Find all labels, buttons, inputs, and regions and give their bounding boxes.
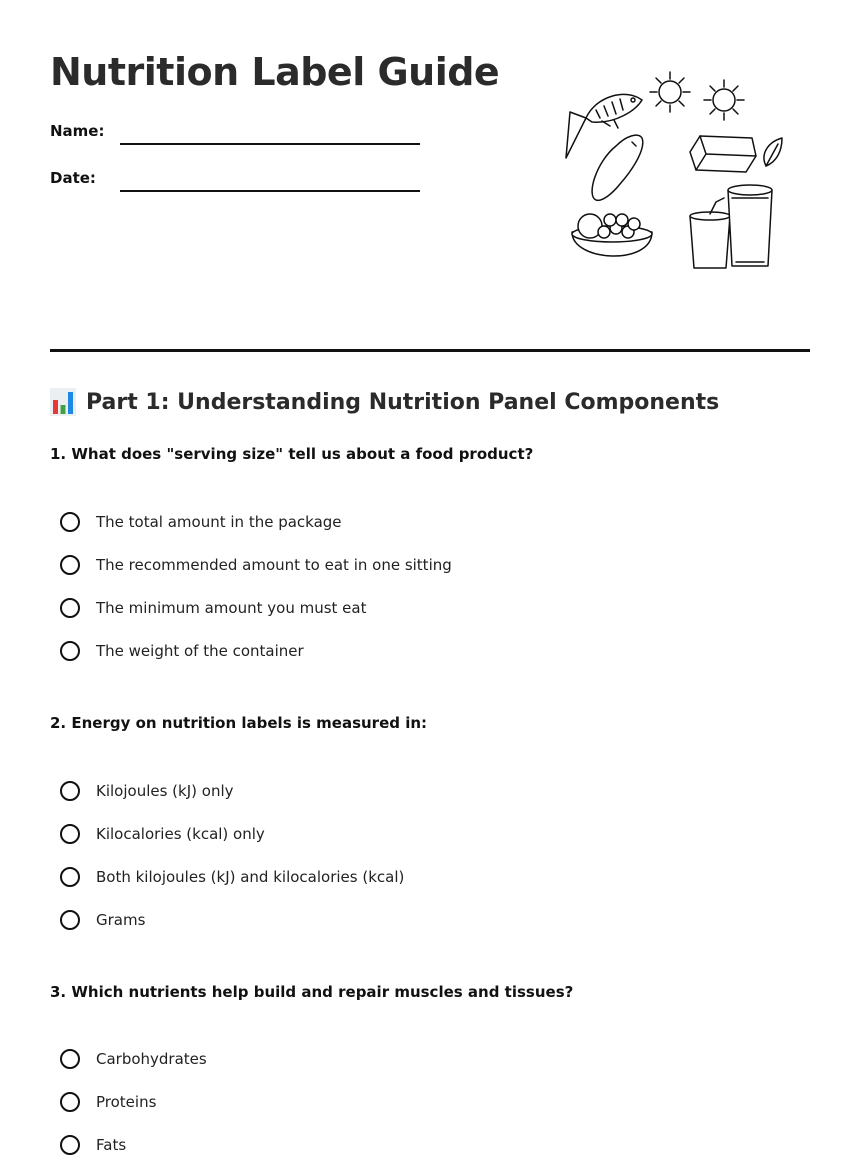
option-q3-c[interactable] [60, 1132, 126, 1158]
radio-button[interactable] [60, 1092, 80, 1112]
bowl-icon [572, 214, 652, 256]
sun-icon [704, 80, 744, 120]
radio-button[interactable] [60, 867, 80, 887]
option-label: Kilojoules (kJ) only [96, 782, 234, 800]
option-label: Kilocalories (kcal) only [96, 825, 265, 843]
radio-button[interactable] [60, 641, 80, 661]
radio-button[interactable] [60, 824, 80, 844]
radio-button[interactable] [60, 555, 80, 575]
question-3: 3. Which nutrients help build and repair muscles and tissues? [50, 983, 574, 1001]
food-illustration [556, 66, 796, 280]
option-q2-c[interactable] [60, 864, 404, 890]
page-title: Nutrition Label Guide [50, 50, 500, 94]
radio-button[interactable] [60, 781, 80, 801]
date-label: Date: [50, 169, 96, 187]
question-2: 2. Energy on nutrition labels is measured in: [50, 714, 428, 732]
section-title: Part 1: Understanding Nutrition Panel Components [86, 389, 720, 415]
option-label: Fats [96, 1136, 127, 1154]
option-q1-c[interactable] [60, 595, 366, 621]
radio-button[interactable] [60, 910, 80, 930]
option-label: Grams [96, 911, 146, 929]
question-1: 1. What does "serving size" tell us about a food product? [50, 445, 534, 463]
radio-button[interactable] [60, 512, 80, 532]
section-divider [50, 349, 810, 352]
option-q3-b[interactable] [60, 1089, 156, 1115]
radio-button[interactable] [60, 1135, 80, 1155]
option-label: The total amount in the package [96, 513, 342, 531]
glass-icon [690, 198, 730, 268]
option-q3-a[interactable] [60, 1046, 207, 1072]
glass-icon [728, 185, 772, 266]
option-label: The minimum amount you must eat [96, 599, 367, 617]
name-label: Name: [50, 122, 105, 140]
radio-button[interactable] [60, 1049, 80, 1069]
bread-icon [690, 136, 756, 172]
option-q1-d[interactable] [60, 638, 304, 664]
cucumber-icon [592, 135, 643, 200]
name-line[interactable] [120, 143, 420, 145]
option-q1-a[interactable] [60, 509, 342, 535]
option-label: Both kilojoules (kJ) and kilocalories (kcal) [96, 868, 405, 886]
radio-button[interactable] [60, 598, 80, 618]
option-label: Carbohydrates [96, 1050, 207, 1068]
option-label: The recommended amount to eat in one sitting [96, 556, 452, 574]
sun-icon [650, 72, 690, 112]
option-label: The weight of the container [96, 642, 304, 660]
option-q1-b[interactable] [60, 552, 452, 578]
option-label: Proteins [96, 1093, 157, 1111]
option-q2-d[interactable] [60, 907, 145, 933]
date-line[interactable] [120, 190, 420, 192]
option-q2-b[interactable] [60, 821, 265, 847]
bar-chart-icon [50, 388, 76, 416]
option-q2-a[interactable] [60, 778, 234, 804]
section-header [50, 388, 719, 416]
leaf-icon [764, 138, 782, 166]
